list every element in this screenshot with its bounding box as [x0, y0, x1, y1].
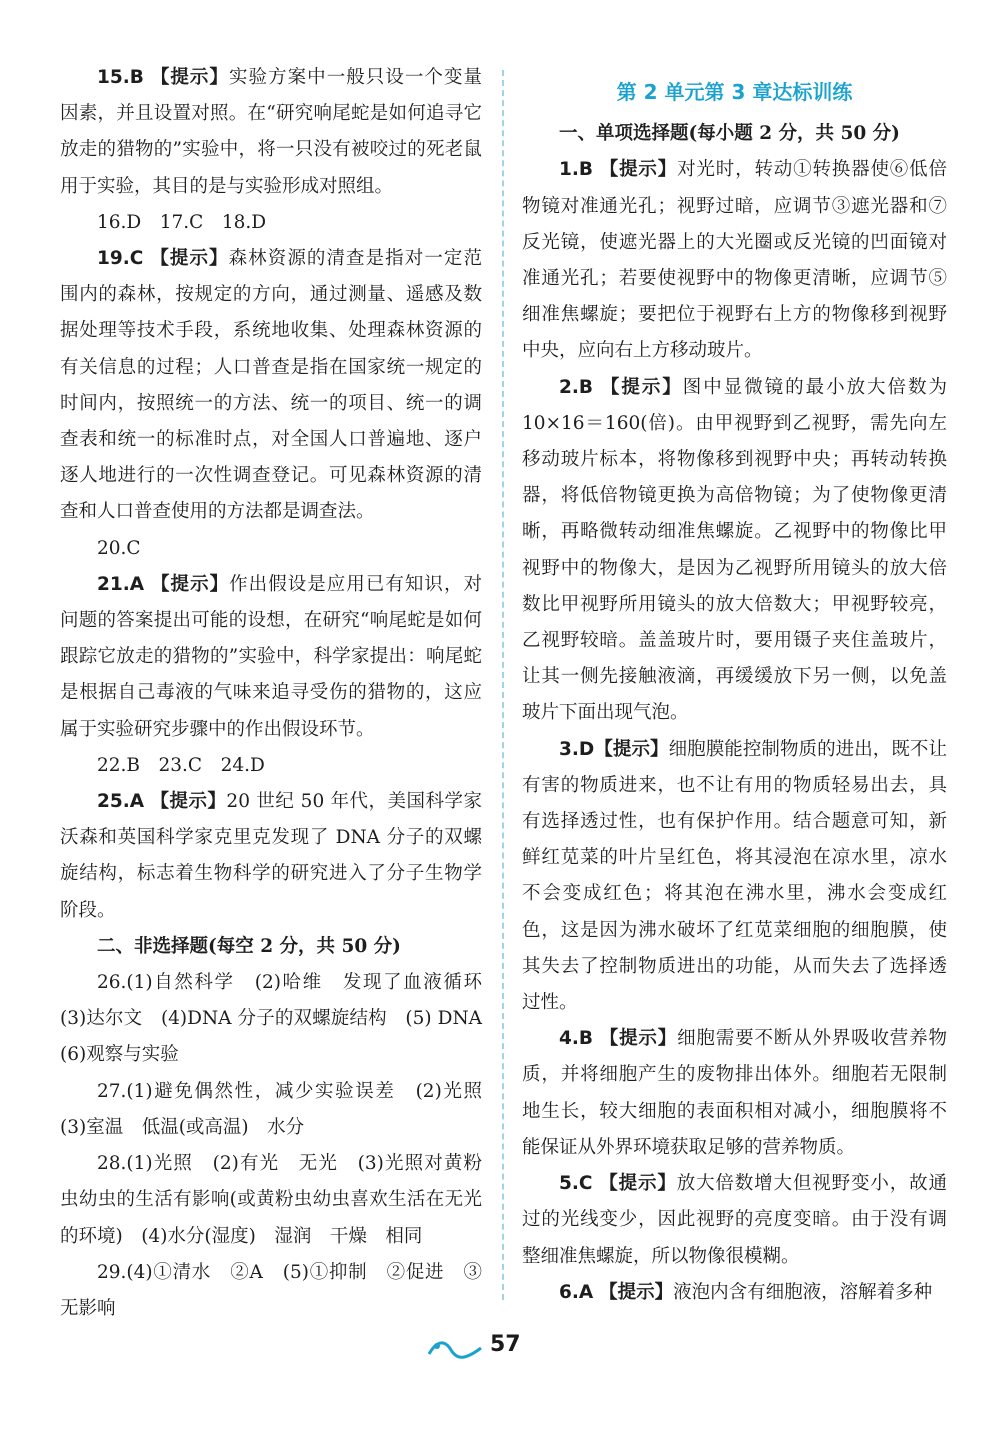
answer-25	[60, 784, 482, 929]
hint-label: 【提示】	[150, 791, 227, 813]
hint-label: 【提示】	[599, 1281, 674, 1303]
answer-27: 27.(1)避免偶然性，减少实验误差 (2)光照 (3)室温 低温(或高温) 水分	[60, 1080, 501, 1138]
answer-text: 20 世纪 50 年代，美国科学家沃森和英国科学家克里克发现了 DNA 分子的双螺旋结构，标志着生物科学的研究进入了分子生物学阶段。	[60, 791, 482, 921]
answer-number: 4.B	[559, 1028, 594, 1050]
hint-label: 【提示】	[600, 376, 683, 398]
answer-19	[60, 241, 482, 531]
left-column	[60, 60, 501, 1327]
chapter-title: 第 2 单元第 3 章达标训练	[616, 80, 853, 104]
answer-r3	[522, 732, 947, 1022]
answers-16-18: 16.D 17.C 18.D	[97, 211, 267, 233]
answer-number: 21.A	[97, 573, 145, 595]
hint-label: 【提示】	[150, 248, 229, 270]
answer-r5	[522, 1166, 947, 1275]
answer-r6	[522, 1275, 947, 1311]
hint-label: 【提示】	[151, 573, 230, 595]
answer-26: 26.(1)自然科学 (2)哈维 发现了血液循环 (3)达尔文 (4)DNA 分子的双螺旋结构 (5) DNA (6)观察与实验	[60, 972, 501, 1066]
section-heading-choice: 一、单项选择题(每小题 2 分，共 50 分)	[559, 123, 900, 145]
answer-r2	[522, 370, 947, 732]
answer-text: 对光时，转动①转换器使⑥低倍物镜对准通光孔；视野过暗，应调节③遮光器和⑦反光镜，使遮光器上的大光圈或反光镜的凹面镜对准通光孔；若要使视野中的物像更清晰，应调节⑤细准焦螺旋；要把位于视野右上方的物像移到视野中央，应向右上方移动玻片。	[522, 159, 947, 362]
answer-number: 5.C	[559, 1173, 593, 1195]
answer-r4	[522, 1021, 947, 1166]
answer-29: 29.(4)①清水 ②A (5)①抑制 ②促进 ③无影响	[60, 1261, 482, 1319]
answer-number: 6.A	[559, 1281, 594, 1303]
answer-text: 森林资源的清查是指对一定范围内的森林，按规定的方向，通过测量、遥感及数据处理等技术手段，系统地收集、处理森林资源的有关信息的过程；人口普查是指在国家统一规定的时间内，按照统一的方法、统一的项目、统一的调查表和统一的标准时点，对全国人口普遍地、逐户逐人地进行的一次性调查登记。可见森林资源的清查和人口普查使用的方法都是调查法。	[60, 248, 482, 523]
wave-ornament-icon	[425, 1336, 485, 1362]
answer-21	[60, 567, 482, 748]
answer-text: 细胞需要不断从外界吸收营养物质，并将细胞产生的废物排出体外。细胞若无限制地生长，较大细胞的表面积相对减小，细胞膜将不能保证从外界环境获取足够的营养物质。	[522, 1028, 947, 1158]
answer-text: 细胞膜能控制物质的进出，既不让有害的物质进来，也不让有用的物质轻易出去，具有选择透过性，也有保护作用。结合题意可知，新鲜红苋菜的叶片呈红色，将其浸泡在凉水里，凉水不会变成红色；将其泡在沸水里，沸水会变成红色，这是因为沸水破坏了红苋菜细胞的细胞膜，使其失去了控制物质进出的功能，从而失去了选择透过性。	[522, 738, 947, 1014]
page-footer	[0, 1330, 1000, 1370]
answer-text: 放大倍数增大但视野变小，故通过的光线变少，因此视野的亮度变暗。由于没有调整细准焦螺旋，所以物像很模糊。	[522, 1173, 947, 1267]
hint-label: 【提示】	[150, 67, 229, 88]
answer-15	[60, 60, 482, 205]
answer-number: 1.B	[559, 159, 594, 181]
hint-label: 【提示】	[594, 738, 669, 760]
answer-r1	[522, 152, 947, 369]
answer-number: 25.A	[97, 791, 145, 813]
answer-20: 20.C	[97, 537, 141, 559]
hint-label: 【提示】	[599, 1028, 678, 1050]
answer-text: 图中显微镜的最小放大倍数为 10×16＝160(倍)。由甲视野到乙视野，需先向左移动玻片标本，将物像移到视野中央；再转动转换器，将低倍物镜更换为高倍物镜；为了使物像更清晰，再略微转动细准焦螺旋。乙视野中的物像比甲视野中的物像大，是因为乙视野所用镜头的放大倍数比甲视野所用镜头的放大倍数大；甲视野较亮，乙视野较暗。盖盖玻片时，要用镊子夹住盖玻片，让其一侧先接触液滴，再缓缓放下另一侧，以免盖玻片下面出现气泡。	[522, 376, 947, 724]
hint-label: 【提示】	[599, 1173, 677, 1195]
answers-22-24: 22.B 23.C 24.D	[97, 754, 265, 776]
section-heading-nonchoice: 二、非选择题(每空 2 分，共 50 分)	[97, 935, 401, 957]
answer-number: 2.B	[559, 376, 594, 398]
answer-text: 实验方案中一般只设一个变量因素，并且设置对照。在“研究响尾蛇是如何追寻它放走的猎物的”实验中，将一只没有被咬过的死老鼠用于实验，其目的是与实验形成对照组。	[60, 67, 482, 197]
answer-text: 作出假设是应用已有知识，对问题的答案提出可能的设想，在研究“响尾蛇是如何跟踪它放走的猎物的”实验中，科学家提出：响尾蛇是根据自己毒液的气味来追寻受伤的猎物的，这应属于实验研究步骤中的作出假设环节。	[60, 573, 482, 740]
answer-28: 28.(1)光照 (2)有光 无光 (3)光照对黄粉虫幼虫的生活有影响(或黄粉虫幼虫喜欢生活在无光的环境) (4)水分(湿度) 湿润 干燥 相同	[60, 1153, 482, 1247]
answer-text: 液泡内含有细胞液，溶解着多种	[673, 1281, 933, 1303]
page-number: 57	[490, 1332, 521, 1357]
answer-number: 19.C	[97, 248, 144, 270]
right-column	[522, 60, 947, 1311]
column-divider	[502, 70, 504, 1300]
answer-number: 15.B	[97, 67, 144, 88]
hint-label: 【提示】	[599, 159, 678, 181]
answer-number: 3.D	[559, 738, 595, 760]
